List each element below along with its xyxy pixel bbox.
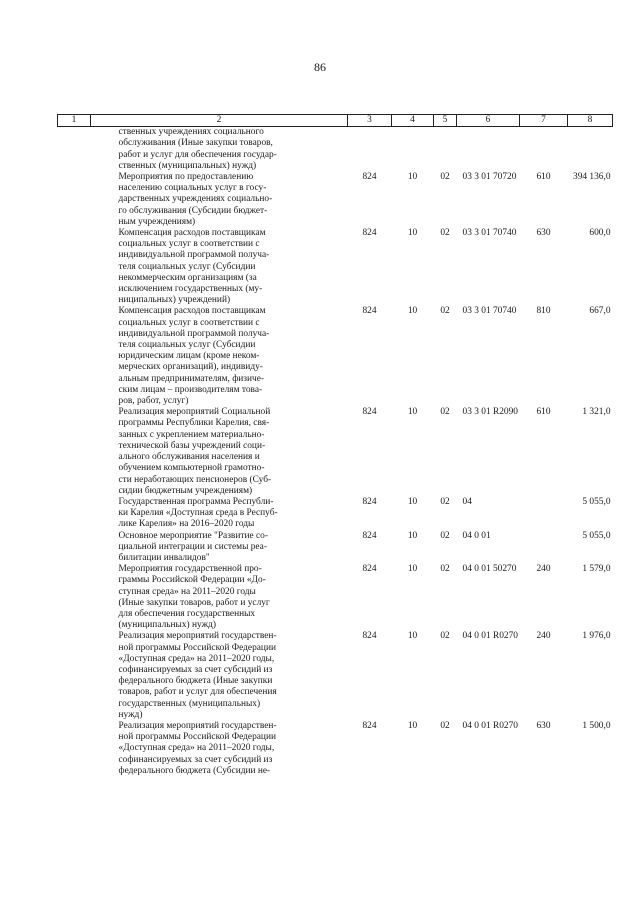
table-row [58, 127, 613, 172]
description-line: «Доступная среда» на 2011–2020 годы, [118, 743, 275, 754]
description-line: ступная среда» на 2011–2020 годы [118, 586, 256, 597]
description-line: программы Республики Карелия, свя- [118, 418, 270, 429]
description-cell [91, 497, 348, 531]
target-article-cell: 03 3 01 R2090 [462, 407, 518, 418]
description-cell [91, 127, 348, 172]
subsection-cell: 02 [440, 631, 450, 642]
amount-cell: 1 976,0 [582, 631, 611, 642]
section-cell [392, 127, 434, 172]
table-row [58, 631, 613, 721]
description-line: обучением компьютерной грамотно- [118, 463, 265, 474]
empty-cell [58, 407, 91, 497]
description-cell [91, 172, 348, 228]
table-row [58, 228, 613, 306]
amount-cell: 5 055,0 [582, 496, 611, 507]
description-cell [91, 531, 348, 565]
description-line: сти неработающих пенсионеров (Суб- [118, 474, 272, 485]
description-line: софинансируемых за счет субсидий из [118, 664, 273, 675]
description-line: ниципальных) учреждений) [118, 295, 231, 306]
description-line: ным учреждениям) [118, 216, 196, 227]
description-line: Мероприятия по предоставлению [118, 172, 254, 183]
header-cell: 3 [348, 115, 392, 127]
expense-type-cell: 630 [536, 720, 551, 731]
description-line: лике Карелия» на 2016–2020 годы [118, 519, 255, 530]
description-line: федерального бюджета (Субсидии не- [118, 765, 271, 776]
description-line: дарственных учреждениях социально- [118, 194, 273, 205]
header-cell: 6 [457, 115, 520, 127]
amount-cell [568, 127, 613, 172]
target-article-cell: 03 3 01 70720 [462, 172, 517, 183]
description-cell [91, 306, 348, 407]
description-line: Компенсация расходов поставщикам [118, 306, 266, 317]
description-line: юридическим лицам (кроме неком- [118, 351, 260, 362]
subsection-cell: 02 [440, 564, 450, 575]
expense-type-cell [520, 531, 568, 565]
subsection-cell: 02 [440, 530, 450, 541]
expense-type-cell: 630 [536, 228, 551, 239]
amount-cell: 667,0 [589, 306, 611, 317]
description-line: работ и услуг для обеспечения государ- [118, 149, 277, 160]
description-line: федерального бюджета (Иные закупки [118, 676, 273, 687]
description-line: «Доступная среда» на 2011–2020 годы, [118, 653, 275, 664]
budget-table [57, 114, 613, 777]
section-cell: 10 [407, 530, 418, 541]
description-line: Реализация мероприятий государствен- [118, 720, 277, 731]
subsection-cell: 02 [440, 172, 450, 183]
description-line: ров, работ, услуг) [118, 396, 189, 407]
target-article-cell: 04 0 01 R0270 [462, 631, 518, 642]
section-cell: 10 [407, 564, 418, 575]
table-row [58, 306, 613, 407]
header-cell: 1 [58, 115, 91, 127]
subsection-cell: 02 [440, 306, 450, 317]
description-line: Основное мероприятие "Развитие со- [118, 530, 268, 541]
header-cell: 5 [434, 115, 457, 127]
section-cell: 10 [407, 631, 418, 642]
section-cell: 10 [407, 720, 418, 731]
empty-cell [58, 721, 91, 777]
empty-cell [58, 631, 91, 721]
header-cell: 8 [568, 115, 613, 127]
header-cell: 2 [91, 115, 348, 127]
target-article-cell: 04 [462, 496, 472, 507]
description-line: индивидуальной программой получа- [118, 250, 270, 261]
description-line: технической базы учреждений соци- [118, 440, 266, 451]
description-line: населению социальных услуг в госу- [118, 183, 267, 194]
amount-cell: 1 500,0 [582, 720, 611, 731]
description-line: ственных учреждениях социального [118, 127, 264, 138]
ved-code-cell [348, 127, 392, 172]
section-cell: 10 [407, 496, 418, 507]
header-row [58, 115, 613, 127]
empty-cell [58, 531, 91, 565]
table-row [58, 721, 613, 777]
target-article-cell: 04 0 01 R0270 [462, 720, 518, 731]
page-number: 86 [314, 60, 326, 74]
description-line: занных с укреплением материально- [118, 429, 265, 440]
ved-code-cell: 824 [362, 306, 377, 317]
ved-code-cell: 824 [362, 631, 377, 642]
description-line: исключением государственных (му- [118, 284, 263, 295]
empty-cell [58, 564, 91, 631]
amount-cell: 394 136,0 [573, 172, 611, 183]
empty-cell [58, 306, 91, 407]
subsection-cell: 02 [440, 407, 450, 418]
expense-type-cell: 240 [536, 564, 551, 575]
target-article-cell: 03 3 01 70740 [462, 228, 517, 239]
ved-code-cell: 824 [362, 530, 377, 541]
empty-cell [58, 172, 91, 228]
description-line: товаров, работ и услуг для обеспечения [118, 687, 277, 698]
description-cell [91, 564, 348, 631]
section-cell: 10 [407, 407, 418, 418]
description-line: ной программы Российской Федерации [118, 642, 276, 653]
table-row [58, 564, 613, 631]
description-line: (муниципальных) нужд) [118, 620, 216, 631]
description-line: ским лицам – производителям това- [118, 384, 263, 395]
description-line: софинансируемых за счет субсидий из [118, 754, 273, 765]
ved-code-cell: 824 [362, 172, 377, 183]
amount-cell: 5 055,0 [582, 530, 611, 541]
description-line: социальных услуг в соответствии с [118, 239, 260, 250]
section-cell: 10 [407, 306, 418, 317]
target-article-cell: 03 3 01 70740 [462, 306, 517, 317]
description-line: ки Карелия «Доступная среда в Респуб- [118, 508, 278, 519]
description-line: теля социальных услуг (Субсидии [118, 261, 256, 272]
section-cell: 10 [407, 228, 418, 239]
description-line: ной программы Российской Федерации [118, 732, 276, 743]
expense-type-cell: 610 [536, 172, 551, 183]
description-line: сидии бюджетным учреждениям) [118, 485, 253, 496]
description-line: индивидуальной программой получа- [118, 328, 270, 339]
description-line: циальной интеграции и системы реа- [118, 541, 267, 552]
description-line: граммы Российской Федерации «До- [118, 575, 266, 586]
description-line: Мероприятия государственной про- [118, 564, 262, 575]
target-article-cell: 04 0 01 [462, 530, 491, 541]
description-line: Компенсация расходов поставщикам [118, 228, 266, 239]
empty-cell [58, 228, 91, 306]
description-line: социальных услуг в соответствии с [118, 317, 260, 328]
amount-cell: 600,0 [589, 228, 611, 239]
description-line: билитации инвалидов" [118, 552, 210, 563]
description-line: го обслуживания (Субсидии бюджет- [118, 205, 268, 216]
expense-type-cell: 240 [536, 631, 551, 642]
description-line: теля социальных услуг (Субсидии [118, 340, 256, 351]
description-cell [91, 407, 348, 497]
section-cell: 10 [407, 172, 418, 183]
description-line: альным предпринимателям, физиче- [118, 373, 265, 384]
amount-cell: 1 579,0 [582, 564, 611, 575]
table-row [58, 407, 613, 497]
header-cell: 4 [392, 115, 434, 127]
ved-code-cell: 824 [362, 564, 377, 575]
target-article-cell: 04 0 01 50270 [462, 564, 517, 575]
description-line: обслуживания (Иные закупки товаров, [118, 138, 273, 149]
subsection-cell: 02 [440, 720, 450, 731]
amount-cell: 1 321,0 [582, 407, 611, 418]
expense-type-cell: 610 [536, 407, 551, 418]
description-line: (Иные закупки товаров, работ и услуг [118, 597, 270, 608]
ved-code-cell: 824 [362, 720, 377, 731]
expense-type-cell: 810 [536, 306, 551, 317]
empty-cell [58, 127, 91, 172]
description-line: Реализация мероприятий государствен- [118, 631, 277, 642]
empty-cell [58, 497, 91, 531]
subsection-cell [434, 127, 457, 172]
table-row [58, 531, 613, 565]
description-line: нужд) [118, 709, 143, 720]
description-cell [91, 721, 348, 777]
description-line: Государственная программа Республи- [118, 496, 274, 507]
description-cell [91, 228, 348, 306]
expense-type-cell [520, 497, 568, 531]
description-cell [91, 631, 348, 721]
target-article-cell [457, 127, 520, 172]
table-row [58, 172, 613, 228]
description-line: мерческих организаций), индивиду- [118, 362, 263, 373]
table-row [58, 497, 613, 531]
ved-code-cell: 824 [362, 228, 377, 239]
ved-code-cell: 824 [362, 407, 377, 418]
description-line: некоммерческим организациям (за [118, 272, 257, 283]
expense-type-cell [520, 127, 568, 172]
description-line: государственных (муниципальных) [118, 698, 261, 709]
subsection-cell: 02 [440, 496, 450, 507]
ved-code-cell: 824 [362, 496, 377, 507]
description-line: ального обслуживания населения и [118, 452, 260, 463]
header-cell: 7 [520, 115, 568, 127]
subsection-cell: 02 [440, 228, 450, 239]
description-line: Реализация мероприятий Социальной [118, 407, 271, 418]
description-line: ственных (муниципальных) нужд) [118, 160, 257, 171]
description-line: для обеспечения государственных [118, 608, 256, 619]
